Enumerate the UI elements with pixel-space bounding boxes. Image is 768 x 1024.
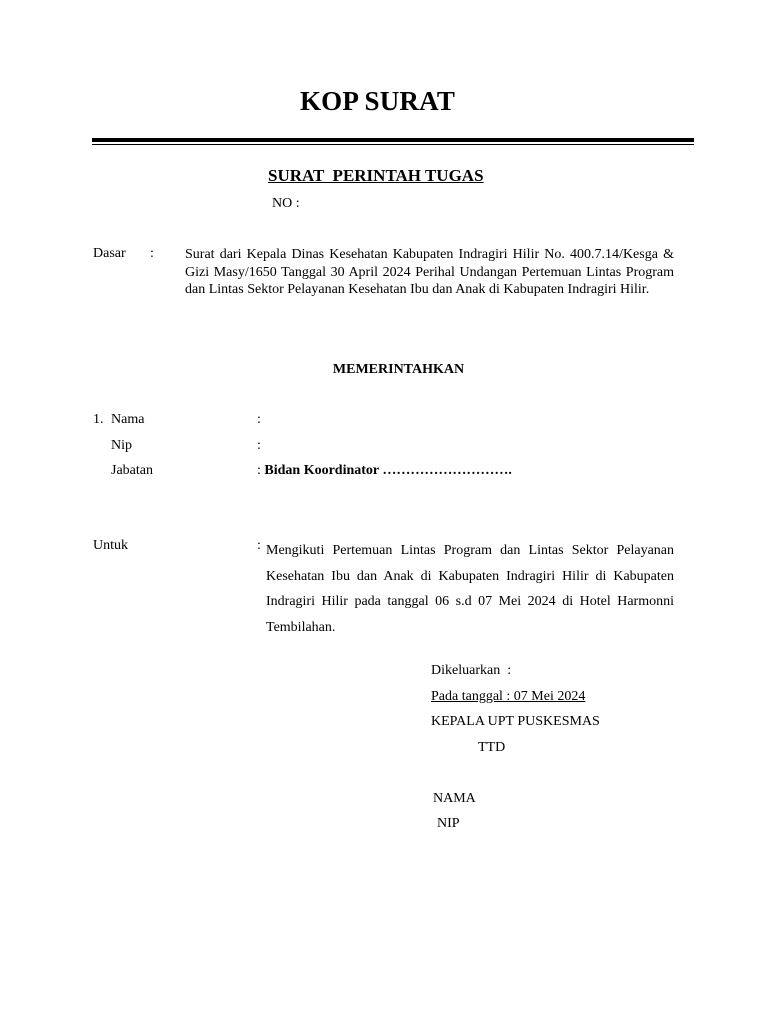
signer-position: KEPALA UPT PUSKESMAS [431, 714, 600, 729]
field-colon-nama: : [257, 412, 261, 427]
issue-date: Pada tanggal : 07 Mei 2024 [431, 689, 586, 704]
untuk-label: Untuk [93, 538, 128, 553]
assignee-number: 1. [93, 412, 104, 427]
untuk-text: Mengikuti Pertemuan Lintas Program dan Lintas Sektor Pelayanan Kesehatan Ibu dan Anak di Kabupaten Indragiri Hilir di Kabupaten Indragiri Hilir pada tanggal 06 s.d 07 Mei 2024 di Hotel Harmonni Tembilahan. [266, 543, 674, 635]
letterhead-title: KOP SURAT [299, 86, 456, 116]
memerintahkan-heading: MEMERINTAHKAN [332, 362, 465, 377]
dasar-colon: : [150, 246, 154, 261]
letterhead-thin-rule [92, 144, 694, 145]
letter-title: SURAT PERINTAH TUGAS [268, 166, 484, 185]
letterhead-thick-rule [92, 138, 694, 142]
untuk-colon: : [257, 538, 261, 553]
field-label-nip: Nip [111, 438, 132, 453]
signer-name: NAMA [433, 791, 476, 806]
signature-ttd: TTD [478, 740, 506, 755]
field-label-jabatan: Jabatan [111, 463, 153, 478]
jabatan-value-dots: ………………………. [378, 463, 512, 478]
dasar-label: Dasar [93, 246, 126, 261]
letter-number: NO : [272, 196, 300, 211]
dasar-text: Surat dari Kepala Dinas Kesehatan Kabupaten Indragiri Hilir No. 400.7.14/Kesga & Gizi Masy/1650 Tanggal 30 April 2024 Perihal Undangan Pertemuan Lintas Program dan Lintas Sektor Pelayanan Kesehatan Ibu dan Anak di Kabupaten Indragiri Hilir. [185, 247, 674, 297]
field-value-jabatan [257, 463, 512, 479]
jabatan-value-text: Bidan Koordinator [264, 463, 379, 478]
field-label-nama: Nama [111, 412, 145, 427]
field-colon-nip: : [257, 438, 261, 453]
field-colon-jabatan: : [257, 463, 261, 478]
dikeluarkan-label: Dikeluarkan : [431, 663, 512, 678]
signer-nip: NIP [437, 816, 460, 831]
